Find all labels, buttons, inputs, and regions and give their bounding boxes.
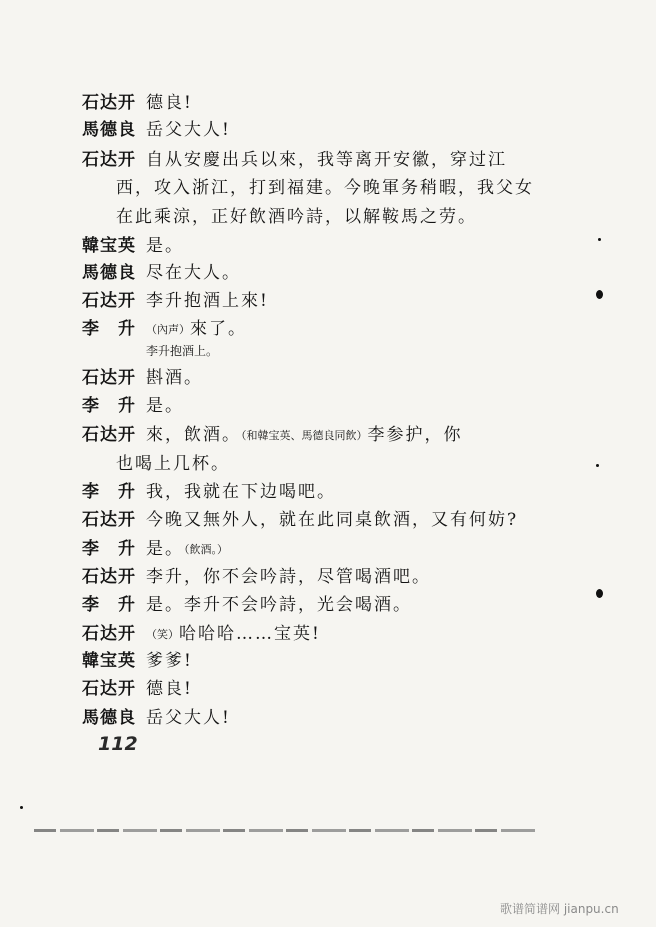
ink-speck [598, 238, 601, 241]
dialogue-text: 德良! [146, 679, 193, 699]
ink-speck [20, 806, 23, 809]
dialogue-text: 岳父大人! [146, 708, 231, 728]
dialogue-line [0, 477, 656, 507]
speaker-name: 石达开 [82, 150, 136, 170]
dialogue-continuation [0, 449, 656, 479]
dialogue-text: 李升，你不会吟詩，尽管喝酒吧。 [146, 567, 431, 587]
speaker-name: 李 升 [82, 482, 136, 502]
dialogue-text: 是。 [146, 539, 184, 559]
dialogue-line [0, 674, 656, 704]
speaker-name: 石达开 [82, 510, 136, 530]
dialogue-text: 爹爹! [146, 651, 193, 671]
dialogue-line [0, 590, 656, 620]
dialogue-line [0, 286, 656, 316]
dialogue-text: 是。李升不会吟詩，光会喝酒。 [146, 595, 412, 615]
dialogue-text: 是。 [146, 236, 184, 256]
dialogue-text: 在此乘涼，正好飲酒吟詩，以解鞍馬之劳。 [116, 207, 477, 227]
dialogue-line [0, 88, 656, 118]
speaker-name: 石达开 [82, 425, 136, 445]
stage-note: （和韓宝英、馬德良同飲） [241, 429, 368, 442]
page-number: 112 [98, 733, 138, 755]
ink-speck [596, 589, 603, 598]
dialogue-text: 李参护，你 [367, 425, 463, 445]
speaker-name: 石达开 [82, 291, 136, 311]
dialogue-line [0, 619, 656, 649]
stage-note: （飲酒。） [184, 543, 228, 556]
dialogue-line [0, 258, 656, 288]
dialogue-continuation [0, 173, 656, 203]
dialogue-text: 來，飲酒。 [146, 425, 241, 445]
speaker-name: 石达开 [82, 624, 136, 644]
bottom-rule [34, 829, 536, 832]
dialogue-line [0, 115, 656, 145]
dialogue-line [0, 703, 656, 733]
speaker-name: 馬德良 [82, 708, 136, 728]
dialogue-text: 德良! [146, 93, 193, 113]
dialogue-text: 尽在大人。 [146, 263, 241, 283]
dialogue-text: 是。 [146, 396, 184, 416]
speaker-name: 石达开 [82, 368, 136, 388]
dialogue-text: 我，我就在下边喝吧。 [146, 482, 336, 502]
stage-note: （笑） [146, 628, 179, 641]
speaker-name: 李 升 [82, 396, 136, 416]
dialogue-line [0, 391, 656, 421]
dialogue-line [0, 363, 656, 393]
dialogue-line [0, 505, 656, 535]
speaker-name: 李 升 [82, 539, 136, 559]
dialogue-text: 來了。 [190, 319, 247, 339]
dialogue-text: 西，攻入浙江，打到福建。今晚軍务稍暇，我父女 [116, 178, 534, 198]
dialogue-line [0, 231, 656, 261]
ink-speck [596, 464, 599, 467]
speaker-name: 李 升 [82, 319, 136, 339]
dialogue-text: 自从安慶出兵以來，我等离开安徽，穿过江 [146, 150, 507, 170]
dialogue-line [0, 420, 656, 450]
dialogue-line [0, 562, 656, 592]
watermark: 歌谱简谱网 jianpu.cn [500, 902, 619, 916]
dialogue-text: 斟酒。 [146, 368, 203, 388]
speaker-name: 石达开 [82, 679, 136, 699]
dialogue-text: 今晚又無外人，就在此同桌飲酒，又有何妨? [146, 510, 519, 530]
dialogue-line [0, 534, 656, 564]
speaker-name: 李 升 [82, 595, 136, 615]
dialogue-line [0, 314, 656, 344]
speaker-name: 馬德良 [82, 120, 136, 140]
speaker-name: 石达开 [82, 567, 136, 587]
dialogue-line [0, 646, 656, 676]
dialogue-continuation [0, 202, 656, 232]
dialogue-text: 哈哈哈……宝英! [179, 624, 321, 644]
ink-speck [596, 290, 603, 299]
dialogue-text: 也喝上几杯。 [116, 454, 230, 474]
speaker-name: 韓宝英 [82, 236, 136, 256]
stage-note: （內声） [146, 323, 190, 336]
speaker-name: 韓宝英 [82, 651, 136, 671]
stage-direction: 李升抱酒上。 [146, 344, 219, 358]
dialogue-text: 岳父大人! [146, 120, 231, 140]
speaker-name: 馬德良 [82, 263, 136, 283]
dialogue-line [0, 145, 656, 175]
speaker-name: 石达开 [82, 93, 136, 113]
dialogue-text: 李升抱酒上來! [146, 291, 269, 311]
